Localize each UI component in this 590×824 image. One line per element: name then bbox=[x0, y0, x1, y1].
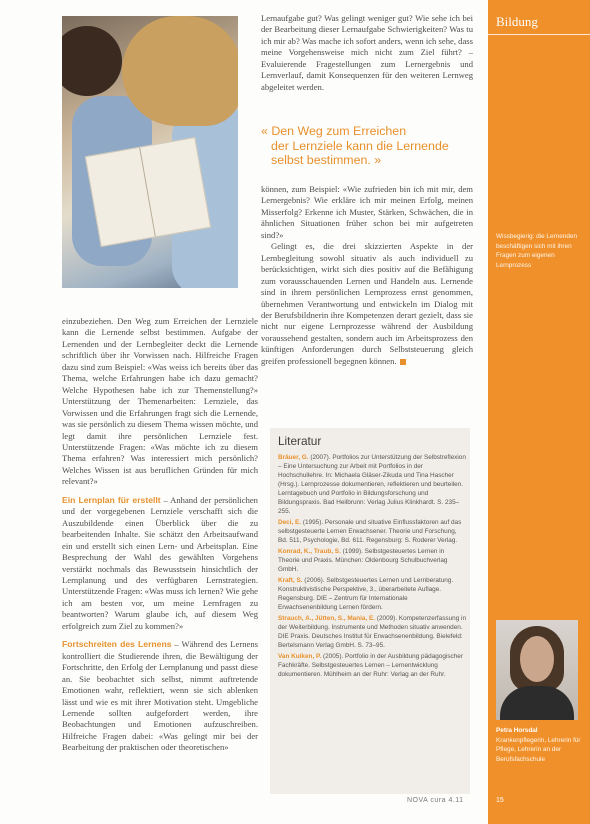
literature-entry: Kraft, S. (2006). Selbstgesteuertes Lernen und Lernberatung. Konstruktivistische Perspektive, 3., überarbeitete Auflage. Regensburg. DIE – Zentrum für Internationale Erwachsenenbildung Lernen fördern. bbox=[278, 577, 454, 611]
literature-entry: Deci, E. (1995). Personale und situative Einflussfaktoren auf das selbstgesteuerte Lernen Erwachsener. Theorie und Forschung, Bd. 511, Psychologie, Bd. 611. Regensburg: S. Roderer Verlag. bbox=[278, 519, 462, 544]
right-column-top bbox=[261, 13, 473, 93]
pull-quote bbox=[261, 124, 473, 168]
photo-open-book bbox=[85, 137, 211, 247]
left-paragraph-fortschritt: Fortschreiten des Lernens – Während des Lernens kontrolliert die Studierende ihren, die Bewältigung der Fortschritte, den Erfolg der Lernplanung und passt diese an. Sie beobachtet sich selbst, nimmt auftretende Emotionen wahr, reflektiert, wenn sie sich ablenken lässt und wie es mit ihrer Motivation steht. Umgebliche Lernende sollten aufgefordert werden, ihre Beobachtungen und Emotionen aufzuschreiben. Hilfreiche Fragen dabei: «Was gelingt mir bei der Bearbeitung der praktischen oder theoretischen» bbox=[62, 639, 258, 753]
author-portrait bbox=[496, 620, 578, 720]
quote-line-2: der Lernziele kann die Lernende bbox=[271, 138, 449, 153]
left-column bbox=[62, 316, 258, 754]
literature-entry: Bräuer, G. (2007). Portfolios zur Unterstützung der Selbstreflexion – Eine Untersuchung zur Arbeit mit Portfolios in der Hochschullehre. In: Michaela Gläser-Zikuda und Tina Hascher (Hrsg.). Lernprozesse dokumentieren, reflektieren und beurteilen. Lerntagebuch und Portfolio in Bildungsforschung und Bildungspraxis. Bad Heilbrunn: Verlag Julius Klinkhardt. S. 235–255. bbox=[278, 454, 466, 515]
right-column-mid bbox=[261, 184, 473, 367]
section-title: Bildung bbox=[496, 14, 538, 29]
photo-person-left-hair bbox=[62, 26, 122, 96]
quote-line-1: « Den Weg zum Erreichen bbox=[261, 124, 407, 138]
portrait-face bbox=[520, 636, 554, 682]
literature-entry: Van Kuiken, P. (2005). Portfolio in der Ausbildung pädagogischer Fachkräfte. Selbstgesteuertes Lernen – Lernentwicklung dokumentieren. Mühlheim an der Ruhr: Verlag an der Ruhr. bbox=[278, 653, 463, 678]
author-bio bbox=[496, 726, 586, 764]
end-of-article-mark bbox=[400, 359, 406, 365]
literature-box bbox=[270, 428, 470, 794]
photo-person-right-hair bbox=[122, 16, 238, 126]
right-mid-paragraph-1: können, zum Beispiel: «Wie zufrieden bin ich mit mir, dem Lernergebnis? Wie erkläre ich mir meinen Erfolg, meinen Misserfolg? Erkenne ich Muster, Stärken, Schwächen, die in ähnlichen Situationen früher schon bei mir aufgetreten sind?» bbox=[261, 184, 473, 240]
portrait-body bbox=[500, 686, 574, 720]
page-number: 15 bbox=[496, 797, 504, 804]
literature-entry: Strauch, A., Jütten, S., Mania, E. (2009). Kompetenzerfassung in der Weiterbildung. Instrumente und Methoden situativ anwenden. DIE Praxis. Deutsches Institut für Erwachsenenbildung. Bielefeld: Bertelsmann Verlag GmbH. S. 73–95. bbox=[278, 615, 467, 649]
orange-sidebar bbox=[488, 0, 590, 824]
left-intro-paragraph: einzubeziehen. Den Weg zum Erreichen der Lernziele kann die Lernende selbst bestimmen. Aufgabe der Lernenden und der Lernbegleiter deckt die Lernende schriftlich über ihr Vorwissen nach. Hilfreiche Fragen dazu sind zum Beispiel: «Was weiss ich bereits über das Thema, welche Erfahrungen habe ich dazu gemacht? Welche Hypothesen habe ich zur Themenstellung?» Unterstützung der Themenarbeiten: Lernziele, das Vorwissen und die Erfahrungen fragt sich die Lernende, was sie persönlich zu diesem Thema wissen möchte, und legt damit ihre persönlichen Lernziele fest. Unterstützende Fragen: «Was möchte ich zu diesem Thema erfahren? Was interessiert mich persönlich? Welches Wissen ist aus beruflichen Gründen für mich relevant?» bbox=[62, 316, 258, 487]
subheading-lernplan: Ein Lernplan für erstellt bbox=[62, 494, 161, 505]
left-paragraph-lernplan: Ein Lernplan für erstellt – Anhand der persönlichen und der vorgegebenen Lernziele verschafft sich die Auszubildende einen Überblick über die zu bearbeitenden Inhalte. Sie schätzt den Arbeitsaufwand ein und erstellt sich einen Lern- und Arbeitsplan. Eine Besprechung der Wahl des gewählten Vorgehens verstärkt nochmals das Bewusstsein hinsichtlich der Lernplanung und des verfügbaren Lernstrategien. Unterstützende Fragen: «Was muss ich lernen? Wie gehe ich am besten vor, um meine Lernfragen zu beantworten? Warum glaube ich, auf diesem Weg erfolgreich zum Ziel zu kommen?» bbox=[62, 494, 258, 631]
journal-footer: NOVA cura 4.11 bbox=[407, 797, 464, 804]
literature-entry: Konrad, K., Traub, S. (1999). Selbstgesteuertes Lernen in Theorie und Praxis. München: Oldenbourg Schulbuchverlag GmbH. bbox=[278, 548, 448, 573]
section-divider bbox=[488, 34, 590, 35]
quote-line-3: selbst bestimmen. » bbox=[271, 153, 382, 167]
article-photo bbox=[62, 16, 238, 288]
author-name: Petra Horsdal bbox=[496, 727, 538, 734]
subheading-fortschritt: Fortschreiten des Lernens bbox=[62, 639, 172, 650]
literature-list bbox=[278, 453, 466, 681]
right-mid-paragraph-2: Gelingt es, die drei skizzierten Aspekte in der Lernbegleitung sowohl situativ als auch individuell zu berücksichtigen, wirkt sich dies positiv auf die Befähigung zum vorausschauenden Lernen und Handeln aus. Lernende sind in ihrem persönlichen Lernprozess ernst genommen, übernehmen Verantwortung und entwickeln im Dialog mit der Berufsbildnerin ihre Kompetenzen derart gezielt, dass sie nicht nur eigene Lernprozesse während der Ausbildung voraussehend gestalten, sondern auch im Arbeitsprozess den künftigen Anforderungen durch Selbststeuerung gleich greifen professionell begegnen können. bbox=[261, 241, 473, 366]
author-description: Krankenpflegerin, Lehrerin für Pflege, Lehrerin an der Berufsfachschule bbox=[496, 736, 581, 763]
right-top-paragraph: Lernaufgabe gut? Was gelingt weniger gut? Wie sehe ich bei der Bearbeitung dieser Lernaufgabe Schwierigkeiten? Was tu ich mir ab? Was mache ich sofort anders, wenn ich sehe, dass meine Vorgehensweise mich nicht zum Ziel führt? – Evaluierende Fragestellungen zum Lernergebnis und Lernverlauf, damit Konsequenzen für den weiteren Lernweg abgeleitet werden. bbox=[261, 13, 473, 92]
photo-caption: Wissbegierig: die Lernenden beschäftigen sich mit ihren Fragen zum eigenen Lernprozess bbox=[496, 233, 577, 269]
literature-title: Literatur bbox=[278, 434, 322, 448]
